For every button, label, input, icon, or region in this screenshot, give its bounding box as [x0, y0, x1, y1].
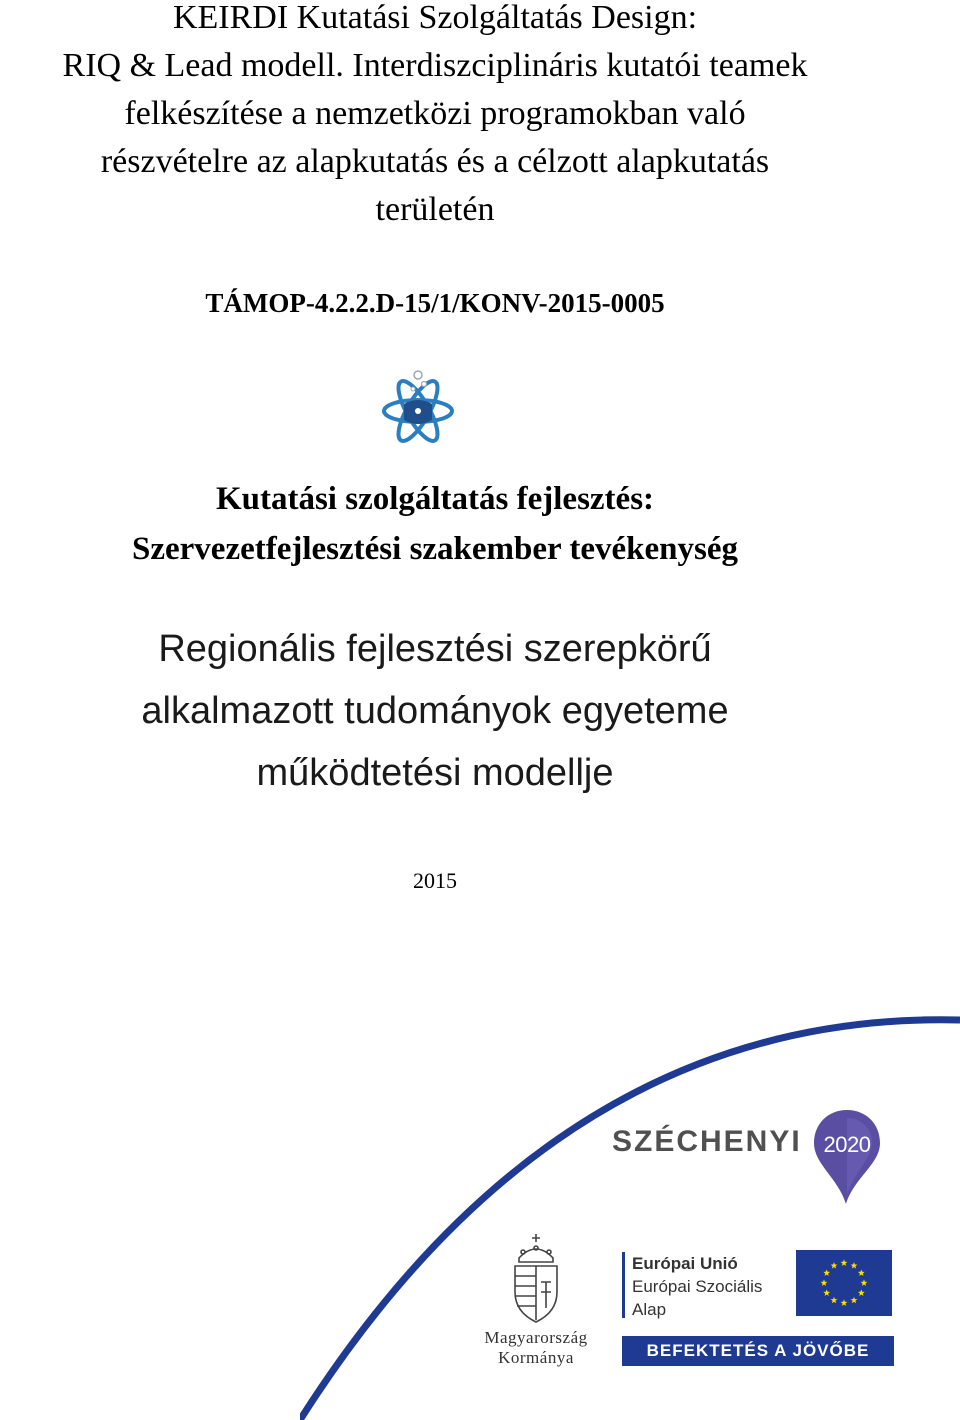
title-line-1: KEIRDI Kutatási Szolgáltatás Design:	[172, 0, 698, 36]
eu-line-1: Európai Unió	[632, 1254, 738, 1273]
atom-logo-icon	[380, 366, 456, 448]
document-title	[0, 0, 870, 234]
eu-line-2: Európai Szociális	[632, 1277, 763, 1296]
title-line-2: RIQ & Lead modell. Interdiszciplináris kutatói teamek	[62, 47, 808, 84]
eu-flag-icon	[796, 1250, 892, 1316]
eu-label	[632, 1252, 762, 1321]
main-title-line-1: Regionális fejlesztési szerepkörű	[158, 628, 712, 670]
invest-banner: BEFEKTETÉS A JÖVŐBE	[622, 1336, 894, 1366]
title-line-3: felkészítése a nemzetközi programokban való	[124, 95, 746, 132]
subtitle	[0, 474, 870, 574]
project-code: TÁMOP-4.2.2.D-15/1/KONV-2015-0005	[205, 288, 665, 318]
eu-line-3: Alap	[632, 1300, 667, 1319]
hungarian-crest-icon	[505, 1232, 567, 1328]
government-label	[466, 1328, 606, 1368]
title-line-5: területén	[375, 191, 495, 228]
main-title	[0, 618, 870, 804]
document-year: 2015	[413, 868, 457, 893]
main-title-line-3: működtetési modellje	[256, 752, 614, 794]
subtitle-line-2: Szervezetfejlesztési szakember tevékenység	[132, 531, 738, 567]
eu-divider	[622, 1252, 625, 1318]
government-line-1: Magyarország	[484, 1328, 588, 1347]
main-title-line-2: alkalmazott tudományok egyeteme	[141, 690, 729, 732]
subtitle-line-1: Kutatási szolgáltatás fejlesztés:	[215, 481, 655, 517]
szechenyi-label: SZÉCHENYI	[612, 1125, 802, 1158]
government-line-2: Kormánya	[498, 1348, 574, 1367]
szechenyi-year: 2020	[823, 1132, 871, 1157]
title-line-4: részvételre az alapkutatás és a célzott alapkutatás	[100, 143, 770, 180]
